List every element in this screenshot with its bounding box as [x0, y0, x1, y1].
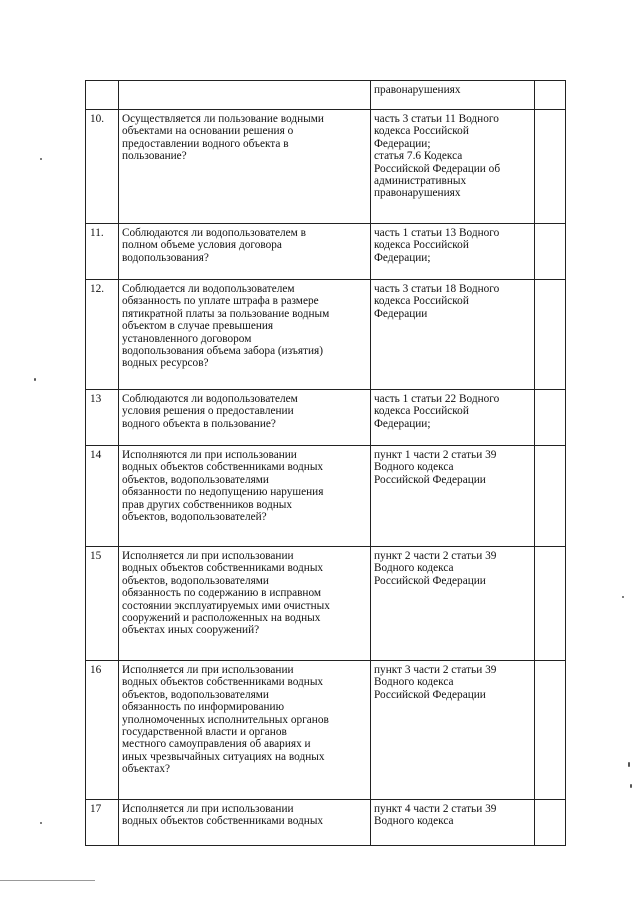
answer-no-cell[interactable] [535, 800, 566, 846]
question-text: Соблюдаются ли водопользователем в полном объеме условия договора водопользования? [122, 227, 306, 264]
row-number-cell [86, 81, 119, 110]
question-text: Исполняется ли при использовании водных объектов собственниками водных объектов, водопользователями обязанность по информированию уполномоченных исполнительных органов государственной власти и органов местного самоуправления об авариях и иных чрезвычайных ситуациях на водных объектах? [122, 664, 329, 776]
table-row [86, 800, 566, 846]
legal-basis-cell [371, 661, 535, 800]
question-cell [119, 81, 371, 110]
table-row [86, 446, 566, 547]
question-cell [119, 446, 371, 547]
row-number-cell [86, 280, 119, 390]
legal-basis-cell [371, 800, 535, 846]
checklist-rows [86, 81, 566, 846]
question-text: Исполняется ли при использовании водных объектов собственниками водных объектов, водопользователями обязанность по содержанию в исправном состоянии эксплуатируемых ими очистных сооружений и расположенных на водных объектах иных сооружений? [122, 550, 330, 637]
legal-basis-cell [371, 110, 535, 224]
answer-no-cell[interactable] [535, 280, 566, 390]
question-text: Осуществляется ли пользование водными объектами на основании решения о предоставлении водного объекта в пользование? [122, 113, 324, 163]
answer-no-cell[interactable] [535, 661, 566, 800]
legal-basis-text: пункт 3 части 2 статьи 39 Водного кодекса Российской Федерации [374, 664, 497, 701]
row-number: 12. [90, 283, 105, 295]
row-number: 15 [90, 550, 102, 562]
row-number: 14 [90, 449, 102, 461]
question-cell [119, 280, 371, 390]
row-number: 11. [90, 227, 104, 239]
table-row [86, 110, 566, 224]
answer-no-cell[interactable] [535, 224, 566, 280]
row-number-cell [86, 446, 119, 547]
table-row-continuation [86, 81, 566, 110]
legal-basis-text: пункт 2 части 2 статьи 39 Водного кодекса Российской Федерации [374, 550, 497, 587]
answer-no-cell[interactable] [535, 110, 566, 224]
row-number: 17 [90, 803, 102, 815]
scan-speck [40, 822, 42, 824]
row-number-cell [86, 661, 119, 800]
legal-basis-text: пункт 4 части 2 статьи 39 Водного кодекса [374, 803, 497, 828]
legal-basis-cell [371, 280, 535, 390]
legal-basis-text: пункт 1 части 2 статьи 39 Водного кодекса Российской Федерации [374, 449, 497, 486]
question-text: Исполняются ли при использовании водных объектов собственниками водных объектов, водопользователями обязанности по недопущению нарушения прав других собственников водных объектов, водопользователей? [122, 449, 324, 524]
question-cell [119, 547, 371, 661]
row-number-cell [86, 224, 119, 280]
row-number-cell [86, 110, 119, 224]
legal-basis-cell [371, 81, 535, 110]
row-number-cell [86, 800, 119, 846]
checklist-page [85, 80, 566, 846]
answer-no-cell[interactable] [535, 390, 566, 446]
row-number: 10. [90, 113, 105, 125]
question-cell [119, 800, 371, 846]
footer-rule [0, 880, 95, 881]
scan-speck [34, 378, 36, 381]
legal-basis-text: часть 1 статьи 22 Водного кодекса Российской Федерации; [374, 393, 500, 430]
table-row [86, 224, 566, 280]
scan-speck [628, 762, 630, 767]
row-number-cell [86, 390, 119, 446]
scan-speck [40, 158, 42, 160]
row-number: 16 [90, 664, 102, 676]
legal-basis-text: часть 3 статьи 18 Водного кодекса Российской Федерации [374, 283, 500, 320]
answer-no-cell[interactable] [535, 547, 566, 661]
legal-basis-cell [371, 224, 535, 280]
table-row [86, 547, 566, 661]
answer-no-cell[interactable] [535, 81, 566, 110]
legal-basis-text: часть 3 статьи 11 Водного кодекса Российской Федерации; статья 7.6 Кодекса Российской Федерации об административных правонарушениях [374, 113, 501, 200]
table-row [86, 661, 566, 800]
question-text: Соблюдаются ли водопользователем условия решения о предоставлении водного объекта в пользование? [122, 393, 298, 430]
question-cell [119, 390, 371, 446]
legal-basis-text: правонарушениях [374, 84, 461, 96]
checklist-table [85, 80, 566, 846]
question-text: Соблюдается ли водопользователем обязанность по уплате штрафа в размере пятикратной платы за пользование водным объектом в случае превышения установленного договором водопользования объема забора (изъятия) водных ресурсов? [122, 283, 330, 370]
table-row [86, 280, 566, 390]
question-cell [119, 110, 371, 224]
table-row [86, 390, 566, 446]
scan-speck [622, 596, 624, 598]
legal-basis-cell [371, 390, 535, 446]
legal-basis-cell [371, 547, 535, 661]
question-cell [119, 224, 371, 280]
legal-basis-cell [371, 446, 535, 547]
row-number: 13 [90, 393, 102, 405]
question-cell [119, 661, 371, 800]
answer-no-cell[interactable] [535, 446, 566, 547]
question-text: Исполняется ли при использовании водных объектов собственниками водных [122, 803, 324, 828]
scan-speck [630, 784, 632, 788]
row-number-cell [86, 547, 119, 661]
legal-basis-text: часть 1 статьи 13 Водного кодекса Российской Федерации; [374, 227, 500, 264]
